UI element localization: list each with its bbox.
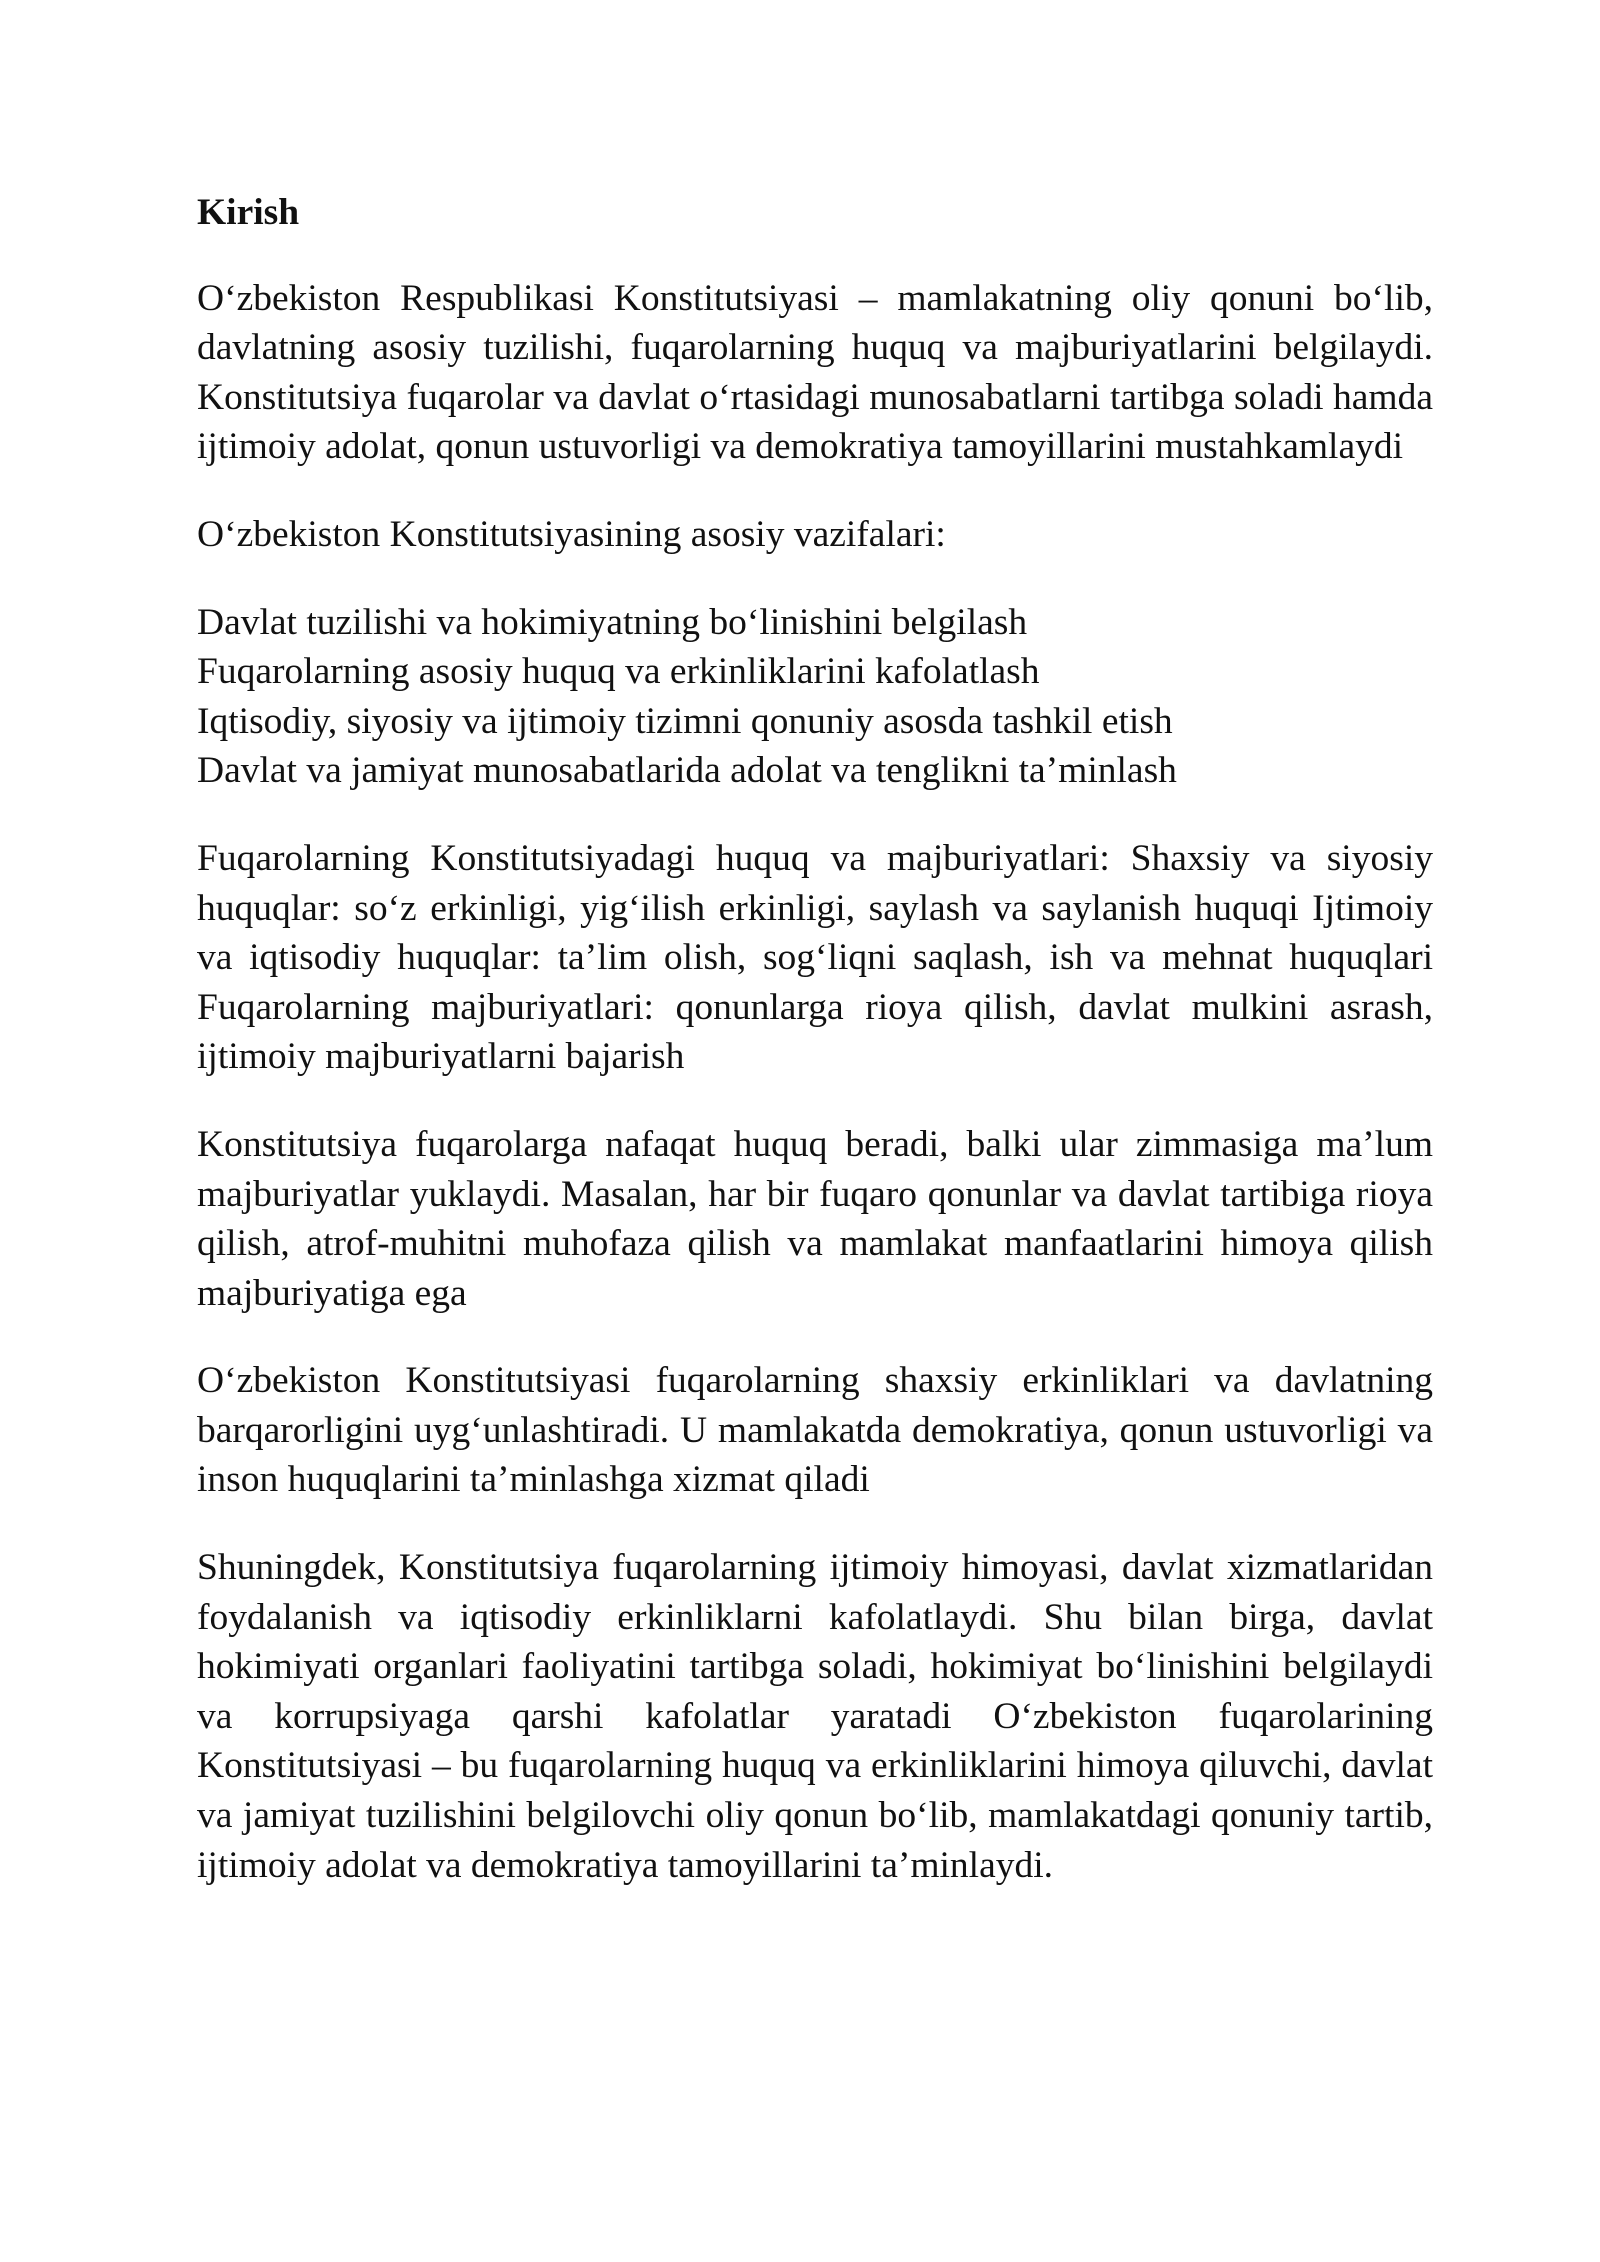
list-item: Davlat va jamiyat munosabatlarida adolat va tenglikni ta’minlash — [197, 750, 1177, 792]
stability-paragraph: O‘zbekiston Konstitutsiyasi fuqarolarning shaxsiy erkinliklari va davlatning barqarorligini uyg‘unlashtiradi. U mamlakatda demokratiya, qonun ustuvorligi va inson huquqlarini ta’minlashga xizmat qiladi — [197, 1360, 1433, 1501]
intro-paragraph: O‘zbekiston Respublikasi Konstitutsiyasi – mamlakatning oliy qonuni bo‘lib, davlatning asosiy tuzilishi, fuqarolarning huquq va majburiyatlarini belgilaydi. Konstitutsiya fuqarolar va davlat o‘rtasidagi munosabatlarni tartibga soladi hamda ijtimoiy adolat, qonun ustuvorligi va demokratiya tamoyillarini mustahkamlaydi — [197, 277, 1433, 468]
tasks-heading: O‘zbekiston Konstitutsiyasining asosiy vazifalari: — [197, 513, 946, 555]
obligations-paragraph: Konstitutsiya fuqarolarga nafaqat huquq beradi, balki ular zimmasiga ma’lum majburiyatlar yuklaydi. Masalan, har bir fuqaro qonunlar va davlat tartibiga rioya qilish, atrof-muhitni muhofaza qilish va mamlakat manfaatlarini himoya qilish majburiyatiga ega — [197, 1123, 1433, 1314]
document-title: Kirish — [197, 192, 300, 233]
document-body — [197, 188, 1433, 1928]
list-item: Iqtisodiy, siyosiy va ijtimoiy tizimni qonuniy asosda tashkil etish — [197, 700, 1173, 742]
tasks-list — [197, 598, 1433, 796]
rights-paragraph: Fuqarolarning Konstitutsiyadagi huquq va majburiyatlari: Shaxsiy va siyosiy huquqlar: so‘z erkinligi, yig‘ilish erkinligi, saylash va saylanish huquqi Ijtimoiy va iqtisodiy huquqlar: ta’lim olish, sog‘liqni saqlash, ish va mehnat huquqlari Fuqarolarning majburiyatlari: qonunlarga rioya qilish, davlat mulkini asrash, ijtimoiy majburiyatlarni bajarish — [197, 837, 1433, 1078]
list-item: Fuqarolarning asosiy huquq va erkinliklarini kafolatlash — [197, 651, 1040, 693]
list-item: Davlat tuzilishi va hokimiyatning bo‘linishini belgilash — [197, 601, 1028, 643]
conclusion-paragraph: Shuningdek, Konstitutsiya fuqarolarning ijtimoiy himoyasi, davlat xizmatlaridan foydalanish va iqtisodiy erkinliklarni kafolatlaydi. Shu bilan birga, davlat hokimiyati organlari faoliyatini tartibga soladi, hokimiyat bo‘linishini belgilaydi va korrupsiyaga qarshi kafolatlar yaratadi O‘zbekiston fuqarolarining Konstitutsiyasi – bu fuqarolarning huquq va erkinliklarini himoya qiluvchi, davlat va jamiyat tuzilishini belgilovchi oliy qonun bo‘lib, mamlakatdagi qonuniy tartib, ijtimoiy adolat va demokratiya tamoyillarini ta’minlaydi. — [197, 1547, 1433, 1886]
